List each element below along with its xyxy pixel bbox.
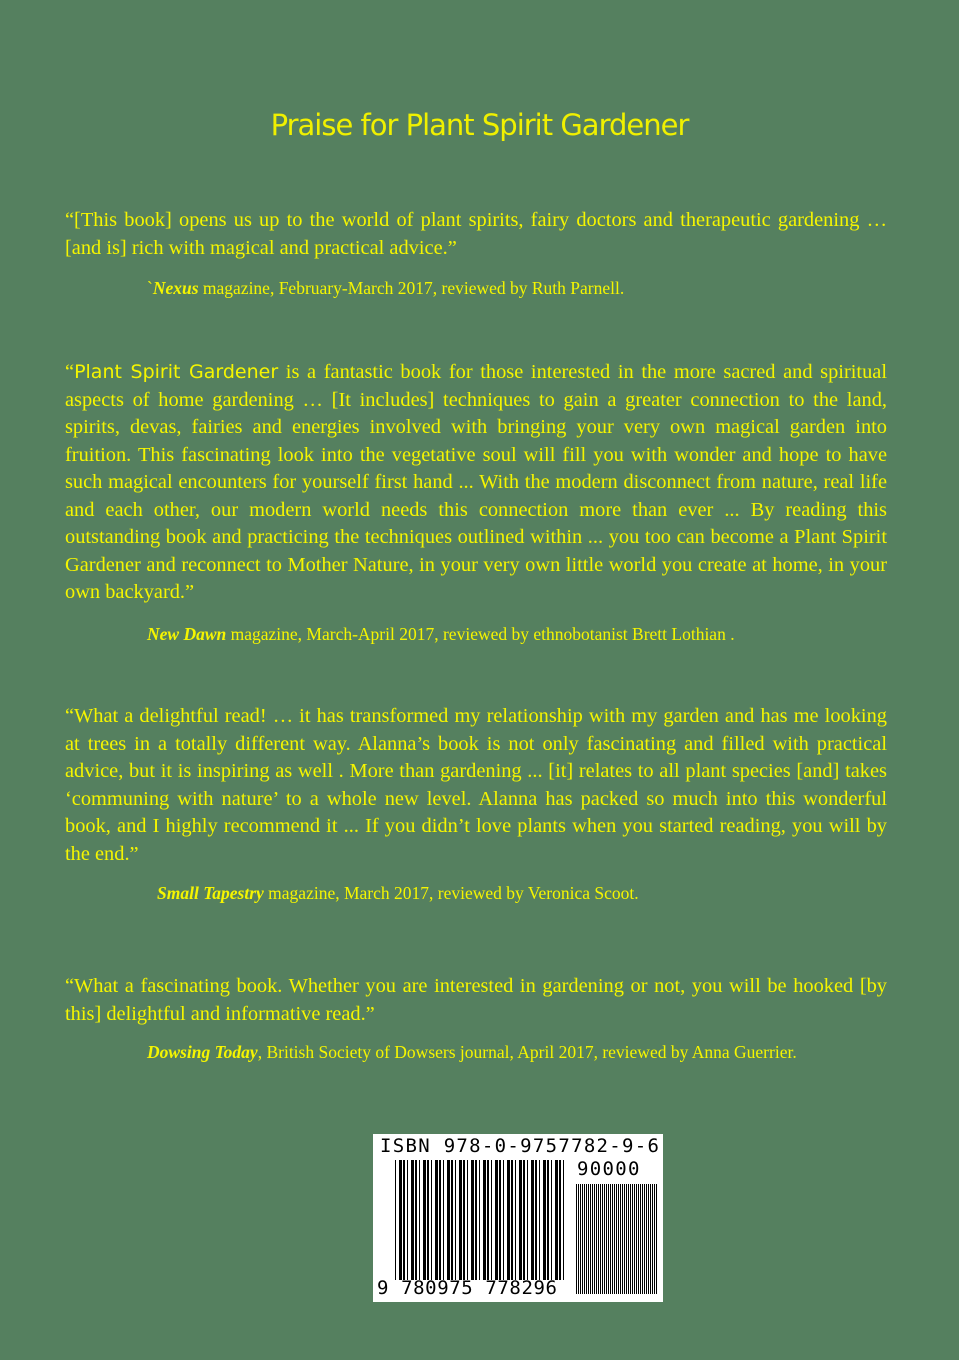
review-citation-new-dawn	[147, 623, 735, 645]
barcode-bar	[451, 1160, 453, 1280]
barcode-bar	[543, 1160, 546, 1280]
barcode-bar	[507, 1160, 510, 1280]
barcode-bar	[646, 1184, 647, 1294]
barcode-bar	[467, 1160, 468, 1280]
barcode-bar	[491, 1160, 492, 1280]
barcode-bar	[395, 1160, 396, 1280]
barcode-bar	[632, 1184, 633, 1294]
barcode-bar	[604, 1184, 605, 1294]
barcode-bar	[610, 1184, 611, 1294]
review-quote-nexus: “[This book] opens us up to the world of plant spirits, fairy doctors and therapeutic gardening … [and is] rich with magical and practical advice.”	[65, 209, 887, 259]
barcode-bar	[614, 1184, 615, 1294]
barcode-bar	[642, 1184, 643, 1294]
barcode-bar	[523, 1160, 525, 1280]
barcode-bar	[459, 1160, 462, 1280]
review-quote-new-dawn	[65, 359, 887, 607]
publication-name: Nexus	[152, 278, 199, 298]
barcode-bar	[600, 1184, 601, 1294]
barcode-bar	[652, 1184, 653, 1294]
barcode-bar	[606, 1184, 607, 1294]
page-title: Praise for Plant Spirit Gardener	[270, 108, 689, 142]
barcode-bar	[616, 1184, 617, 1294]
barcode-bar	[592, 1184, 593, 1294]
barcode-bar	[628, 1184, 629, 1294]
barcode-bar	[487, 1160, 489, 1280]
barcode-bar	[423, 1160, 426, 1280]
citation-details: , British Society of Dowsers journal, April 2017, reviewed by Anna Guerrier.	[257, 1042, 797, 1062]
barcode-bar	[602, 1184, 603, 1294]
book-title-inline: Plant Spirit Gardener	[74, 361, 279, 383]
barcode-bar	[407, 1160, 408, 1280]
review-citation-small-tapestry	[157, 882, 639, 904]
barcode-bar	[551, 1160, 552, 1280]
barcode-bar	[584, 1184, 585, 1294]
price-addon-code: 90000	[577, 1158, 641, 1180]
isbn-barcode	[373, 1134, 663, 1302]
barcode-bar	[399, 1160, 402, 1280]
barcode-bar	[527, 1160, 528, 1280]
barcode-bar	[654, 1184, 655, 1294]
barcode-bar	[483, 1160, 486, 1280]
barcode-bar	[535, 1160, 537, 1280]
barcode-bar	[547, 1160, 549, 1280]
barcode-bar	[415, 1160, 417, 1280]
barcode-bar	[475, 1160, 477, 1280]
isbn-number: ISBN 978-0-9757782-9-6	[380, 1135, 661, 1157]
open-quote: “	[65, 361, 75, 383]
review-quote-small-tapestry: “What a delightful read! … it has transformed my relationship with my garden and has me looking at trees in a totally different way. Alanna’s book is not only fascinating and filled with practical advice, but it is inspiring as well . More than gardening ... [it] relates to all plant species [and] takes ‘communing with nature’ to a whole new level. Alanna has packed so much into this wonderful book, and I highly recommend it ... If you didn’t love plants when you started reading, you will by the end.”	[65, 705, 887, 865]
barcode-bar	[620, 1184, 621, 1294]
barcode-bar	[495, 1160, 498, 1280]
barcode-bar	[612, 1184, 613, 1294]
barcode-bar	[555, 1160, 558, 1280]
barcode-bar	[626, 1184, 627, 1294]
barcode-bar	[471, 1160, 474, 1280]
barcode-bar	[511, 1160, 513, 1280]
barcode-bar	[499, 1160, 501, 1280]
barcode-bar	[419, 1160, 420, 1280]
barcode-bar	[431, 1160, 432, 1280]
barcode-bar	[479, 1160, 480, 1280]
barcode-bar	[582, 1184, 583, 1294]
citation-prefix: `	[147, 278, 153, 298]
review-citation-dowsing-today	[147, 1041, 797, 1063]
barcode-bar	[447, 1160, 450, 1280]
barcode-bar	[455, 1160, 456, 1280]
barcode-bar	[594, 1184, 595, 1294]
barcode-bar	[559, 1160, 561, 1280]
barcode-bar	[578, 1184, 579, 1294]
barcode-bar	[463, 1160, 465, 1280]
barcode-bar	[624, 1184, 625, 1294]
barcode-bar	[638, 1184, 639, 1294]
barcode-bar	[586, 1184, 587, 1294]
barcode-bar	[648, 1184, 649, 1294]
barcode-bar	[618, 1184, 619, 1294]
barcode-bar	[608, 1184, 609, 1294]
review-quote-dowsing-today: “What a fascinating book. Whether you are interested in gardening or not, you will be hooked [by this] delightful and informative read.”	[65, 975, 887, 1025]
barcode-bar	[515, 1160, 516, 1280]
barcode-bar	[576, 1184, 577, 1294]
publication-name: Small Tapestry	[157, 883, 264, 903]
barcode-bar	[644, 1184, 645, 1294]
citation-details: magazine, February-March 2017, reviewed by Ruth Parnell.	[198, 278, 625, 298]
citation-details: magazine, March-April 2017, reviewed by ethnobotanist Brett Lothian .	[226, 624, 735, 644]
barcode-bar	[531, 1160, 534, 1280]
barcode-bar	[588, 1184, 589, 1294]
publication-name: Dowsing Today	[147, 1042, 258, 1062]
barcode-bar	[636, 1184, 637, 1294]
barcode-bar	[640, 1184, 641, 1294]
barcode-bar	[539, 1160, 540, 1280]
ean-digits: 9 780975 778296	[377, 1277, 558, 1299]
barcode-bar	[630, 1184, 631, 1294]
barcode-bar	[403, 1160, 405, 1280]
barcode-bar	[650, 1184, 651, 1294]
barcode-bar	[427, 1160, 429, 1280]
barcode-bar	[519, 1160, 522, 1280]
barcode-bar	[596, 1184, 597, 1294]
barcode-bar	[503, 1160, 504, 1280]
barcode-bar	[590, 1184, 591, 1294]
barcode-bar	[598, 1184, 599, 1294]
barcode-bar	[656, 1184, 657, 1294]
barcode-bar	[439, 1160, 441, 1280]
review-body: is a fantastic book for those interested in the more sacred and spiritual aspects of home gardening … [It includes] techniques to gain a greater connection to the land, spirits, devas, fairies and energies involved with bringing your very own magical garden into fruition. This fascinating look into the vegetative soul will fill you with wonder and hope to have such magical encounters for yourself first hand ... With the modern disconnect from nature, real life and each other, our modern world needs this connection more than ever ... By reading this outstanding book and practicing the techniques outlined within ... you too can become a Plant Spirit Gardener and reconnect to Mother Nature, in your very own little world you create at home, in your own backyard.”	[65, 361, 888, 603]
barcode-bar	[563, 1160, 564, 1280]
citation-details: magazine, March 2017, reviewed by Veronica Scoot.	[263, 883, 639, 903]
barcode-bar	[622, 1184, 623, 1294]
review-citation-nexus	[147, 277, 624, 299]
barcode-bar	[580, 1184, 581, 1294]
barcode-bar	[435, 1160, 438, 1280]
barcode-bar	[443, 1160, 444, 1280]
barcode-bar	[411, 1160, 414, 1280]
barcode-bar	[634, 1184, 635, 1294]
publication-name: New Dawn	[147, 624, 227, 644]
